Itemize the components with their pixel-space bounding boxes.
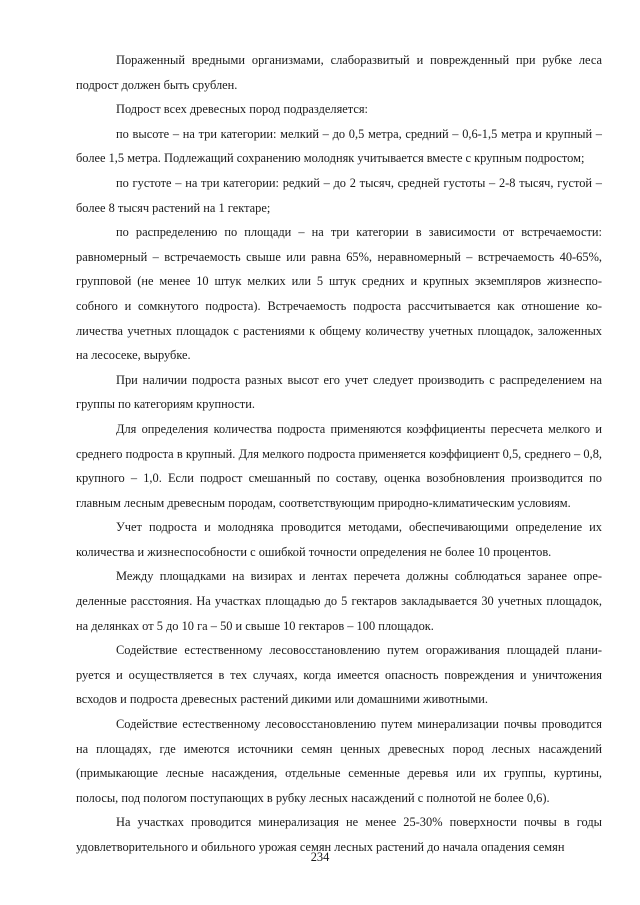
paragraph: Учет подроста и молодняка проводится методами, обеспечивающими определение их количества и жизнеспособности с ошибкой точности определения не более 10 процентов. bbox=[76, 520, 602, 559]
page-number: 234 bbox=[310, 850, 330, 864]
document-body bbox=[76, 48, 602, 860]
paragraph: Между площадками на визирах и лентах перечета должны соблюдаться заранее определенные расстояния. На участках площадью до 5 гектаров закладывается 30 учетных площадок, на делянках от 5 до 10 га – 50 и свыше 10 гектаров – 100 площадок. bbox=[76, 569, 602, 633]
paragraph: по высоте – на три категории: мелкий – до 0,5 метра, средний – 0,6-1,5 метра и крупный – более 1,5 метра. Подлежащий сохранению молодняк учитывается вместе с крупным подростом; bbox=[76, 126, 602, 166]
paragraph: Содействие естественному лесовосстановлению путем огораживания площадей планируется и осуществляется в тех случаях, когда имеется опасность повреждения и уничтожения всходов и подроста древесных растений дикими или домашними животными. bbox=[76, 643, 602, 707]
paragraph: по густоте – на три категории: редкий – до 2 тысяч, средней густоты – 2-8 тысяч, густой – более 8 тысяч растений на 1 гектаре; bbox=[76, 175, 602, 215]
paragraph: На участках проводится минерализация не менее 25-30% поверхности почвы в годы удовлетворительного и обильного урожая семян лесных растений до начала опадения семян bbox=[76, 815, 602, 854]
paragraph: Для определения количества подроста применяются коэффициенты пересчета мелкого и среднего подроста в крупный. Для мелкого подроста применяется коэффициент 0,5, среднего – 0,8, крупного – 1,0. Если подрост смешанный по составу, оценка возобновления производится по главным лесным древесным породам, соответствующим природно-климатическим условиям. bbox=[76, 421, 602, 510]
paragraph: Подрост всех древесных пород подразделяется: bbox=[116, 102, 368, 117]
paragraph: Пораженный вредными организмами, слаборазвитый и поврежденный при рубке леса подрост должен быть срублен. bbox=[76, 53, 602, 92]
paragraph: При наличии подроста разных высот его учет следует производить с распределением на группы по категориям крупности. bbox=[76, 372, 602, 412]
paragraph: Содействие естественному лесовосстановлению путем минерализации почвы проводится на площадях, где имеются источники семян ценных древесных пород лесных насаждений (примыкающие лесные насаждения, отдельные семенные деревья или их группы, куртины, полосы, под пологом поступающих в рубку лесных насаждений с полнотой не более 0,6). bbox=[76, 717, 602, 805]
paragraph: по распределению по площади – на три категории в зависимости от встречаемости: равномерный – встречаемость свыше или равна 65%, неравномерный – встречаемость 40-65%, групповой (не менее 10 штук мелких или 5 штук средних и крупных экземпляров жизнеспособного и сомкнутого подроста). Встречаемость подроста рассчитывается как отношение количества учетных площадок с растениями к общему количеству учетных площадок, заложенных на лесосеке, вырубке. bbox=[76, 225, 602, 363]
